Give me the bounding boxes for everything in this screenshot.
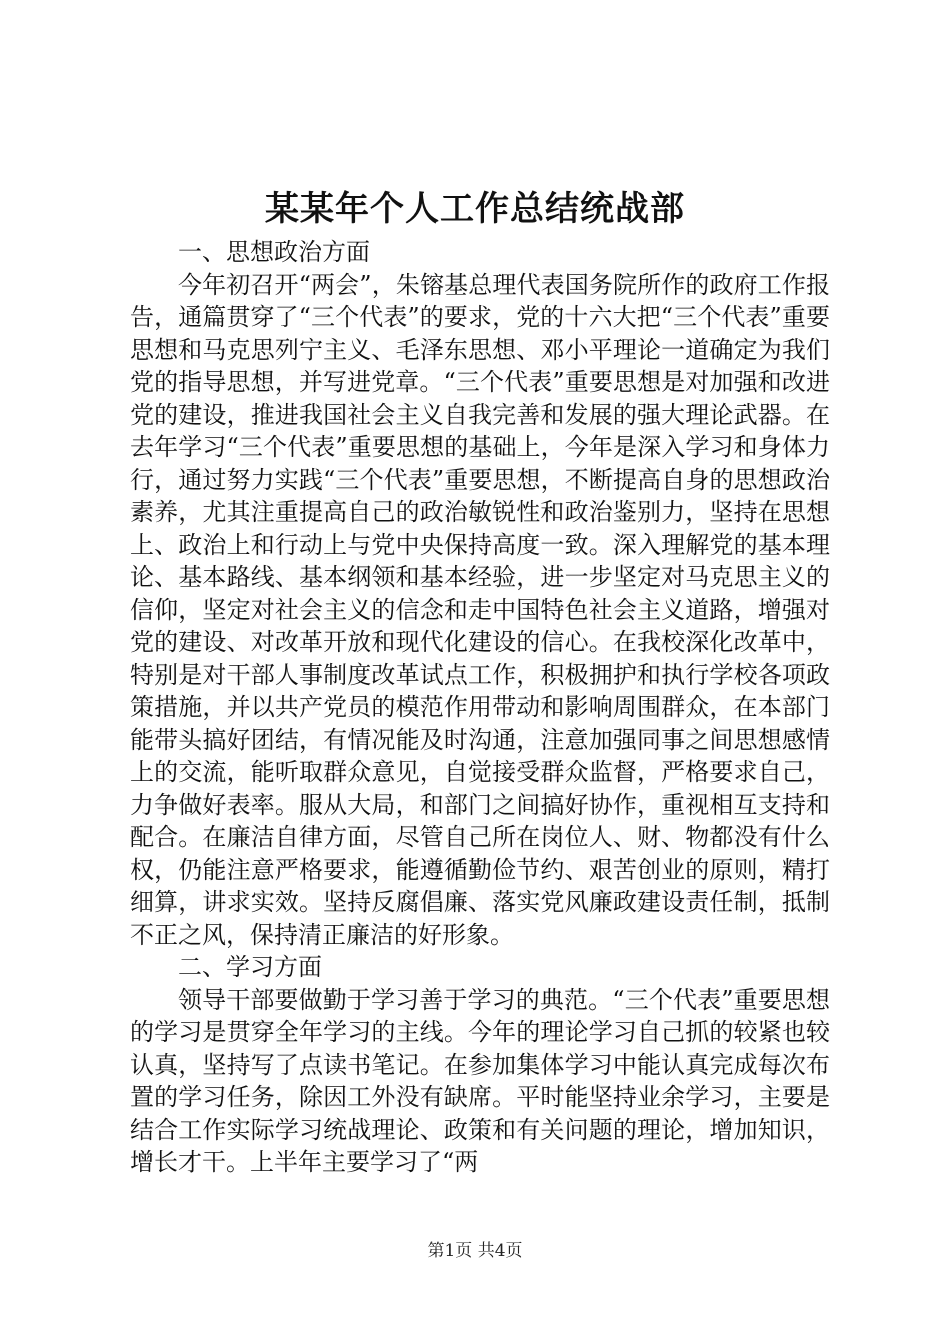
section-heading: 一、思想政治方面: [178, 238, 370, 266]
section-paragraph: 领导干部要做勤于学习善于学习的典范。“三个代表”重要思想的学习是贯穿全年学习的主线。今年的理论学习自己抓的较紧也较认真，坚持写了点读书笔记。在参加集体学习中能认真完成每次布置的学习任务，除因工外没有缺席。平时能坚持业余学习，主要是结合工作实际学习统战理论、政策和有关问题的理论，增加知识，增长才干。上半年主要学习了“两: [130, 985, 830, 1176]
section-paragraph: 今年初召开“两会”，朱镕基总理代表国务院所作的政府工作报告，通篇贯穿了“三个代表”的要求，党的十六大把“三个代表”重要思想和马克思列宁主义、毛泽东思想、邓小平理论一道确定为我们党的指导思想，并写进党章。“三个代表”重要思想是对加强和改进党的建设，推进我国社会主义自我完善和发展的强大理论武器。在去年学习“三个代表”重要思想的基础上，今年是深入学习和身体力行，通过努力实践“三个代表”重要思想，不断提高自身的思想政治素养，尤其注重提高自己的政治敏锐性和政治鉴别力，坚持在思想上、政治上和行动上与党中央保持高度一致。深入理解党的基本理论、基本路线、基本纲领和基本经验，进一步坚定对马克思主义的信仰，坚定对社会主义的信念和走中国特色社会主义道路，增强对党的建设、对改革开放和现代化建设的信心。在我校深化改革中，特别是对干部人事制度改革试点工作，积极拥护和执行学校各项政策措施，并以共产党员的模范作用带动和影响周围群众，在本部门能带头搞好团结，有情况能及时沟通，注意加强同事之间思想感情上的交流，能听取群众意见，自觉接受群众监督，严格要求自己，力争做好表率。服从大局，和部门之间搞好协作，重视相互支持和配合。在廉洁自律方面，尽管自己所在岗位人、财、物都没有什么权，仍能注意严格要求，能遵循勤俭节约、艰苦创业的原则，精打细算，讲求实效。坚持反腐倡廉、落实党风廉政建设责任制，抵制不正之风，保持清正廉洁的好形象。: [130, 270, 830, 949]
document-title: 某某年个人工作总结统战部: [265, 189, 685, 229]
page-number-footer: 第1页 共4页: [427, 1241, 523, 1261]
section-study: [130, 951, 830, 1179]
section-thought-politics: [130, 236, 830, 951]
document-body: [130, 236, 830, 1179]
section-heading: 二、学习方面: [178, 953, 322, 981]
